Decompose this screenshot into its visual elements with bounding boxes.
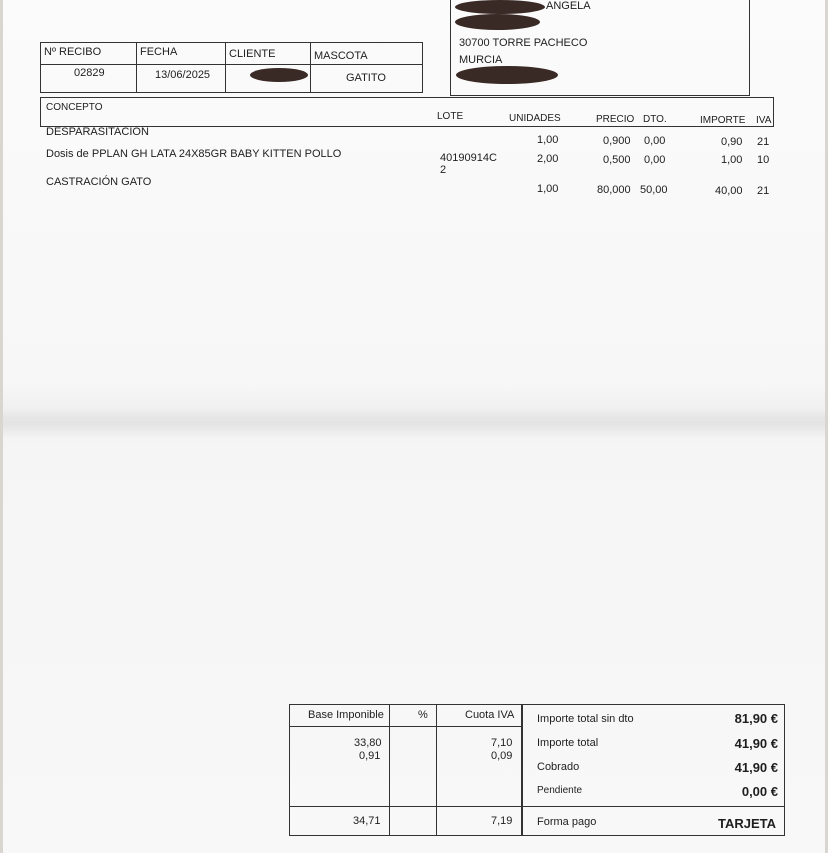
summary-value: 41,90 € bbox=[734, 736, 778, 751]
pet-label: MASCOTA bbox=[314, 50, 368, 62]
summary-label: Importe total sin dto bbox=[537, 713, 634, 725]
line-lot: 40190914C bbox=[440, 152, 497, 164]
summary-label: Pendiente bbox=[537, 785, 583, 796]
tax-base-total: 34,71 bbox=[353, 815, 381, 827]
line-vat: 21 bbox=[757, 185, 770, 197]
line-concept: Dosis de PPLAN GH LATA 24X85GR BABY KITTEN POLLO bbox=[46, 148, 342, 160]
client-label: CLIENTE bbox=[229, 48, 276, 60]
summary-value: TARJETA bbox=[717, 816, 776, 831]
line-amount: 0,90 bbox=[721, 136, 743, 148]
line-price: 0,500 bbox=[603, 154, 631, 166]
tax-quota-total: 7,19 bbox=[491, 815, 513, 827]
line-concept: CASTRACIÓN GATO bbox=[46, 176, 152, 188]
amount-header: IMPORTE bbox=[700, 115, 746, 126]
line-amount: 40,00 bbox=[715, 185, 743, 197]
tax-base-value: 33,80 bbox=[354, 737, 382, 749]
summary-label: Cobrado bbox=[537, 761, 580, 773]
paper-fold bbox=[3, 408, 825, 438]
tax-quota-header: Cuota IVA bbox=[465, 709, 515, 721]
tax-base-header: Base Imponible bbox=[308, 709, 384, 721]
line-concept: DESPARASITACION bbox=[46, 126, 149, 138]
redacted-client bbox=[250, 68, 308, 82]
tax-base-value: 0,91 bbox=[359, 750, 381, 762]
summary-label: Forma pago bbox=[537, 816, 597, 828]
summary-label: Importe total bbox=[537, 737, 599, 749]
line-discount: 0,00 bbox=[644, 135, 666, 147]
line-units: 1,00 bbox=[537, 134, 559, 146]
price-header: PRECIO bbox=[596, 114, 635, 125]
summary-value: 41,90 € bbox=[734, 760, 778, 775]
line-amount: 1,00 bbox=[721, 154, 743, 166]
concept-header: CONCEPTO bbox=[46, 102, 103, 113]
redacted-address bbox=[455, 14, 540, 30]
tax-table bbox=[289, 704, 522, 836]
line-vat: 10 bbox=[757, 154, 770, 166]
client-province: MURCIA bbox=[459, 54, 503, 66]
summary-value: 0,00 € bbox=[741, 784, 778, 799]
line-discount: 0,00 bbox=[644, 154, 666, 166]
line-discount: 50,00 bbox=[640, 184, 668, 196]
vat-header: IVA bbox=[756, 115, 772, 126]
receipt-no-value: 02829 bbox=[74, 67, 105, 79]
line-units: 1,00 bbox=[537, 183, 559, 195]
line-price: 0,900 bbox=[603, 135, 631, 147]
tax-percent-header: % bbox=[418, 709, 428, 721]
summary-value: 81,90 € bbox=[734, 711, 778, 726]
tax-quota-value: 0,09 bbox=[491, 750, 513, 762]
units-header: UNIDADES bbox=[509, 113, 561, 124]
client-postal-city: 30700 TORRE PACHECO bbox=[459, 37, 588, 49]
receipt-no-label: Nº RECIBO bbox=[44, 46, 102, 58]
date-value: 13/06/2025 bbox=[155, 69, 211, 81]
line-price: 80,000 bbox=[597, 184, 631, 196]
line-units: 2,00 bbox=[537, 153, 559, 165]
lot-header: LOTE bbox=[437, 111, 464, 122]
client-name-suffix: ANGELA bbox=[546, 0, 591, 12]
date-label: FECHA bbox=[140, 46, 178, 58]
redacted-name bbox=[455, 0, 545, 14]
redacted-phone bbox=[456, 66, 558, 84]
tax-quota-value: 7,10 bbox=[491, 737, 513, 749]
pet-value: GATITO bbox=[346, 72, 386, 84]
line-lot-suffix: 2 bbox=[440, 164, 447, 176]
discount-header: DTO. bbox=[643, 114, 667, 125]
line-vat: 21 bbox=[757, 136, 770, 148]
